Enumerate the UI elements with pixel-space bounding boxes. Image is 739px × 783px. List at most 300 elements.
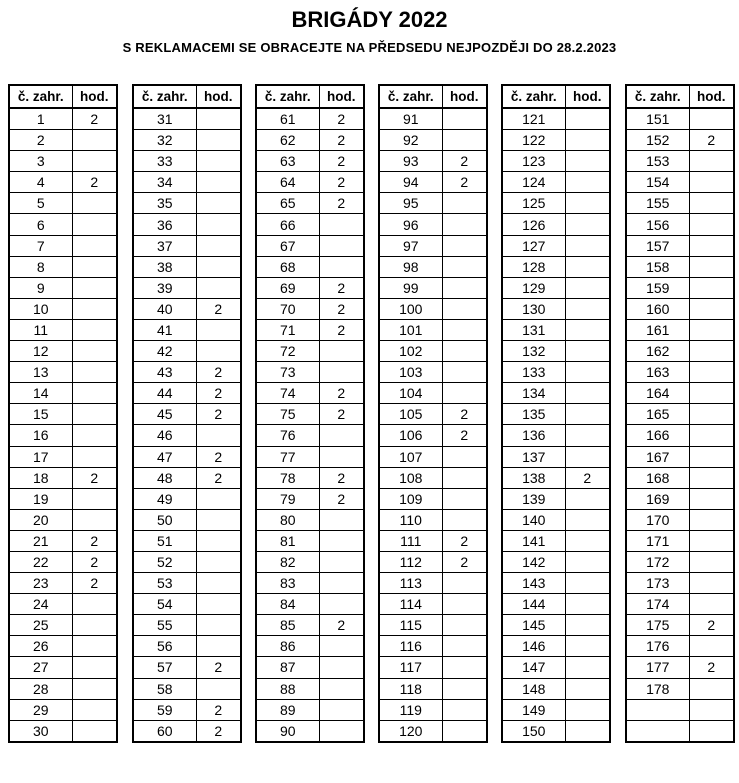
hours-cell: 2 (196, 446, 241, 467)
table-row (133, 108, 241, 130)
garden-number-cell: 144 (502, 594, 565, 615)
table-row (502, 404, 610, 425)
hours-cell (72, 699, 117, 720)
garden-number-cell: 73 (256, 362, 319, 383)
hours-cell (689, 298, 734, 319)
hours-cell (196, 594, 241, 615)
garden-number-cell: 69 (256, 277, 319, 298)
hours-cell (442, 615, 487, 636)
garden-number-cell: 160 (626, 298, 689, 319)
garden-number-cell: 53 (133, 573, 196, 594)
column-header-number: č. zahr. (626, 85, 689, 108)
garden-number-cell: 103 (379, 362, 442, 383)
hours-cell (442, 130, 487, 151)
table-row (626, 256, 734, 277)
table-row (379, 383, 487, 404)
table-row (256, 172, 364, 193)
hours-cell: 2 (319, 193, 364, 214)
hours-cell (565, 108, 610, 130)
hours-cell (689, 193, 734, 214)
table-row (626, 193, 734, 214)
hours-cell: 2 (196, 657, 241, 678)
hours-cell (442, 193, 487, 214)
table-row (626, 404, 734, 425)
hours-cell: 2 (442, 404, 487, 425)
table-row (9, 108, 117, 130)
hours-cell (319, 341, 364, 362)
table-row (133, 341, 241, 362)
table-row (133, 699, 241, 720)
garden-number-cell: 85 (256, 615, 319, 636)
hours-cell (196, 425, 241, 446)
column-header-hours: hod. (565, 85, 610, 108)
table-row (379, 551, 487, 572)
garden-number-cell: 135 (502, 404, 565, 425)
hours-cell (565, 530, 610, 551)
table-row (256, 551, 364, 572)
hours-cell (689, 108, 734, 130)
garden-number-cell: 26 (9, 636, 72, 657)
table-row (379, 214, 487, 235)
table-row (9, 615, 117, 636)
garden-number-cell: 36 (133, 214, 196, 235)
table-row (502, 615, 610, 636)
hours-cell (565, 720, 610, 742)
table-row (502, 446, 610, 467)
hours-cell: 2 (442, 530, 487, 551)
hours-cell (442, 298, 487, 319)
garden-number-cell: 147 (502, 657, 565, 678)
garden-number-cell: 83 (256, 573, 319, 594)
garden-number-cell: 20 (9, 509, 72, 530)
hours-cell (442, 362, 487, 383)
hours-cell (72, 509, 117, 530)
table-row (133, 298, 241, 319)
column-header-number: č. zahr. (502, 85, 565, 108)
garden-number-cell: 10 (9, 298, 72, 319)
garden-number-cell: 92 (379, 130, 442, 151)
brigade-table-6 (625, 84, 735, 743)
table-row (502, 277, 610, 298)
hours-cell (689, 151, 734, 172)
hours-cell (689, 172, 734, 193)
garden-number-cell: 81 (256, 530, 319, 551)
table-row (626, 488, 734, 509)
garden-number-cell: 39 (133, 277, 196, 298)
hours-cell: 2 (72, 467, 117, 488)
garden-number-cell: 41 (133, 319, 196, 340)
table-row (9, 362, 117, 383)
table-row (379, 488, 487, 509)
hours-cell (689, 404, 734, 425)
table-row (9, 404, 117, 425)
hours-cell (72, 657, 117, 678)
hours-cell (196, 573, 241, 594)
table-row (502, 383, 610, 404)
hours-cell: 2 (319, 404, 364, 425)
hours-cell (565, 319, 610, 340)
garden-number-cell: 27 (9, 657, 72, 678)
garden-number-cell: 60 (133, 720, 196, 742)
table-row (133, 319, 241, 340)
hours-cell (565, 425, 610, 446)
column-header-hours: hod. (442, 85, 487, 108)
garden-number-cell: 93 (379, 151, 442, 172)
hours-cell: 2 (319, 383, 364, 404)
garden-number-cell: 113 (379, 573, 442, 594)
table-row (626, 172, 734, 193)
table-row (626, 446, 734, 467)
table-row (256, 256, 364, 277)
page-subtitle: S REKLAMACEMI SE OBRACEJTE NA PŘEDSEDU NEJPOZDĚJI DO 28.2.2023 (122, 40, 617, 55)
hours-cell (196, 319, 241, 340)
column-header-hours: hod. (72, 85, 117, 108)
garden-number-cell: 71 (256, 319, 319, 340)
garden-number-cell: 149 (502, 699, 565, 720)
garden-number-cell: 175 (626, 615, 689, 636)
garden-number-cell: 139 (502, 488, 565, 509)
garden-number-cell: 101 (379, 319, 442, 340)
hours-cell (319, 530, 364, 551)
garden-number-cell: 50 (133, 509, 196, 530)
hours-cell (565, 615, 610, 636)
table-row (9, 319, 117, 340)
garden-number-cell: 19 (9, 488, 72, 509)
hours-cell (72, 193, 117, 214)
table-row (626, 298, 734, 319)
garden-number-cell: 34 (133, 172, 196, 193)
hours-cell (72, 488, 117, 509)
garden-number-cell: 141 (502, 530, 565, 551)
table-row (502, 657, 610, 678)
garden-number-cell: 95 (379, 193, 442, 214)
table-row (256, 193, 364, 214)
garden-number-cell: 40 (133, 298, 196, 319)
hours-cell (319, 594, 364, 615)
garden-number-cell: 126 (502, 214, 565, 235)
hours-cell (72, 214, 117, 235)
hours-cell (565, 404, 610, 425)
hours-cell (689, 446, 734, 467)
table-row (626, 319, 734, 340)
garden-number-cell: 170 (626, 509, 689, 530)
garden-number-cell: 55 (133, 615, 196, 636)
hours-cell (442, 699, 487, 720)
hours-cell: 2 (442, 172, 487, 193)
table-row (133, 530, 241, 551)
hours-cell (196, 530, 241, 551)
garden-number-cell: 49 (133, 488, 196, 509)
table-row (133, 488, 241, 509)
table-row (502, 509, 610, 530)
table-row (9, 383, 117, 404)
hours-cell (196, 551, 241, 572)
garden-number-cell: 44 (133, 383, 196, 404)
table-row (133, 130, 241, 151)
hours-cell (689, 383, 734, 404)
table-row (9, 720, 117, 742)
garden-number-cell: 106 (379, 425, 442, 446)
table-row (256, 657, 364, 678)
table-header-row (626, 85, 734, 108)
table-row (256, 214, 364, 235)
garden-number-cell: 118 (379, 678, 442, 699)
hours-cell (196, 214, 241, 235)
garden-number-cell: 120 (379, 720, 442, 742)
garden-number-cell: 58 (133, 678, 196, 699)
column-header-number: č. zahr. (133, 85, 196, 108)
table-row (379, 298, 487, 319)
garden-number-cell: 172 (626, 551, 689, 572)
hours-cell (196, 615, 241, 636)
table-row (502, 172, 610, 193)
table-row (502, 362, 610, 383)
garden-number-cell: 121 (502, 108, 565, 130)
garden-number-cell: 151 (626, 108, 689, 130)
hours-cell (689, 551, 734, 572)
table-row (133, 467, 241, 488)
table-header-row (256, 85, 364, 108)
table-header-row (9, 85, 117, 108)
table-row (133, 235, 241, 256)
table-row (256, 488, 364, 509)
table-row (379, 678, 487, 699)
tables-area (0, 84, 739, 783)
table-row (133, 551, 241, 572)
table-row (256, 425, 364, 446)
garden-number-cell: 166 (626, 425, 689, 446)
table-row (133, 657, 241, 678)
garden-number-cell: 6 (9, 214, 72, 235)
hours-cell (72, 319, 117, 340)
garden-number-cell: 24 (9, 594, 72, 615)
hours-cell: 2 (196, 467, 241, 488)
table-row (133, 636, 241, 657)
hours-cell: 2 (689, 657, 734, 678)
garden-number-cell: 138 (502, 467, 565, 488)
hours-cell (196, 151, 241, 172)
hours-cell (72, 130, 117, 151)
table-row (256, 130, 364, 151)
table-row (502, 425, 610, 446)
hours-cell (565, 509, 610, 530)
hours-cell: 2 (319, 298, 364, 319)
table-row (256, 594, 364, 615)
hours-cell: 2 (319, 467, 364, 488)
garden-number-cell: 140 (502, 509, 565, 530)
hours-cell (565, 130, 610, 151)
garden-number-cell: 177 (626, 657, 689, 678)
table-row (133, 383, 241, 404)
garden-number-cell: 13 (9, 362, 72, 383)
table-row (379, 151, 487, 172)
garden-number-cell: 176 (626, 636, 689, 657)
garden-number-cell: 67 (256, 235, 319, 256)
garden-number-cell: 127 (502, 235, 565, 256)
hours-cell (565, 636, 610, 657)
garden-number-cell: 87 (256, 657, 319, 678)
hours-cell (565, 235, 610, 256)
hours-cell (72, 362, 117, 383)
garden-number-cell: 150 (502, 720, 565, 742)
garden-number-cell: 178 (626, 678, 689, 699)
garden-number-cell: 64 (256, 172, 319, 193)
hours-cell (689, 488, 734, 509)
hours-cell: 2 (72, 172, 117, 193)
hours-cell (442, 467, 487, 488)
garden-number-cell: 72 (256, 341, 319, 362)
table-row (379, 594, 487, 615)
garden-number-cell: 22 (9, 551, 72, 572)
hours-cell (442, 277, 487, 298)
hours-cell (196, 256, 241, 277)
garden-number-cell: 122 (502, 130, 565, 151)
garden-number-cell: 164 (626, 383, 689, 404)
table-row (9, 425, 117, 446)
hours-cell (442, 509, 487, 530)
hours-cell: 2 (319, 319, 364, 340)
garden-number-cell: 148 (502, 678, 565, 699)
hours-cell: 2 (72, 530, 117, 551)
table-row (256, 636, 364, 657)
hours-cell (319, 636, 364, 657)
table-row (626, 425, 734, 446)
table-row (502, 636, 610, 657)
table-row (256, 277, 364, 298)
garden-number-cell: 28 (9, 678, 72, 699)
brigade-table-5 (501, 84, 611, 743)
table-row (626, 235, 734, 256)
hours-cell: 2 (442, 551, 487, 572)
table-row (379, 404, 487, 425)
table-row (502, 256, 610, 277)
garden-number-cell: 14 (9, 383, 72, 404)
garden-number-cell: 68 (256, 256, 319, 277)
garden-number-cell: 96 (379, 214, 442, 235)
garden-number-cell: 74 (256, 383, 319, 404)
hours-cell (689, 720, 734, 742)
garden-number-cell: 109 (379, 488, 442, 509)
garden-number-cell: 57 (133, 657, 196, 678)
table-row (379, 720, 487, 742)
hours-cell (689, 530, 734, 551)
hours-cell (689, 214, 734, 235)
hours-cell (689, 699, 734, 720)
garden-number-cell: 117 (379, 657, 442, 678)
table-row (502, 298, 610, 319)
garden-number-cell: 102 (379, 341, 442, 362)
hours-cell (72, 383, 117, 404)
table-row (133, 720, 241, 742)
garden-number-cell: 99 (379, 277, 442, 298)
garden-number-cell: 66 (256, 214, 319, 235)
garden-number-cell: 46 (133, 425, 196, 446)
garden-number-cell: 156 (626, 214, 689, 235)
hours-cell (442, 657, 487, 678)
garden-number-cell: 25 (9, 615, 72, 636)
table-row (626, 636, 734, 657)
table-header-row (502, 85, 610, 108)
hours-cell: 2 (196, 383, 241, 404)
garden-number-cell: 174 (626, 594, 689, 615)
hours-cell (565, 657, 610, 678)
hours-cell (565, 214, 610, 235)
table-row (9, 446, 117, 467)
table-row (9, 509, 117, 530)
hours-cell: 2 (319, 488, 364, 509)
garden-number-cell: 8 (9, 256, 72, 277)
garden-number-cell: 78 (256, 467, 319, 488)
hours-cell (196, 509, 241, 530)
hours-cell (565, 678, 610, 699)
table-row (502, 699, 610, 720)
table-row (9, 573, 117, 594)
table-row (9, 530, 117, 551)
table-row (626, 615, 734, 636)
table-row (133, 151, 241, 172)
column-header-hours: hod. (196, 85, 241, 108)
hours-cell (72, 446, 117, 467)
table-row (379, 235, 487, 256)
table-row (626, 530, 734, 551)
garden-number-cell: 165 (626, 404, 689, 425)
table-row (379, 699, 487, 720)
garden-number-cell: 33 (133, 151, 196, 172)
table-row (256, 362, 364, 383)
table-row (9, 467, 117, 488)
garden-number-cell: 77 (256, 446, 319, 467)
table-row (256, 509, 364, 530)
garden-number-cell: 11 (9, 319, 72, 340)
garden-number-cell: 112 (379, 551, 442, 572)
garden-number-cell: 146 (502, 636, 565, 657)
garden-number-cell: 111 (379, 530, 442, 551)
table-row (9, 277, 117, 298)
table-row (626, 720, 734, 742)
hours-cell (565, 256, 610, 277)
hours-cell (689, 277, 734, 298)
table-row (9, 699, 117, 720)
table-row (502, 594, 610, 615)
table-row (9, 657, 117, 678)
hours-cell (319, 678, 364, 699)
table-row (502, 530, 610, 551)
table-row (626, 362, 734, 383)
table-row (502, 130, 610, 151)
garden-number-cell: 157 (626, 235, 689, 256)
hours-cell: 2 (72, 551, 117, 572)
hours-cell (319, 699, 364, 720)
hours-cell: 2 (319, 151, 364, 172)
garden-number-cell: 123 (502, 151, 565, 172)
hours-cell (565, 362, 610, 383)
column-header-number: č. zahr. (379, 85, 442, 108)
table-row (502, 108, 610, 130)
hours-cell (196, 488, 241, 509)
hours-cell (72, 277, 117, 298)
hours-cell: 2 (72, 573, 117, 594)
table-row (626, 277, 734, 298)
garden-number-cell: 79 (256, 488, 319, 509)
garden-number-cell: 133 (502, 362, 565, 383)
garden-number-cell: 130 (502, 298, 565, 319)
column-header-number: č. zahr. (9, 85, 72, 108)
brigade-table-4 (378, 84, 488, 743)
table-row (379, 108, 487, 130)
table-row (379, 467, 487, 488)
hours-cell (442, 488, 487, 509)
table-row (133, 362, 241, 383)
